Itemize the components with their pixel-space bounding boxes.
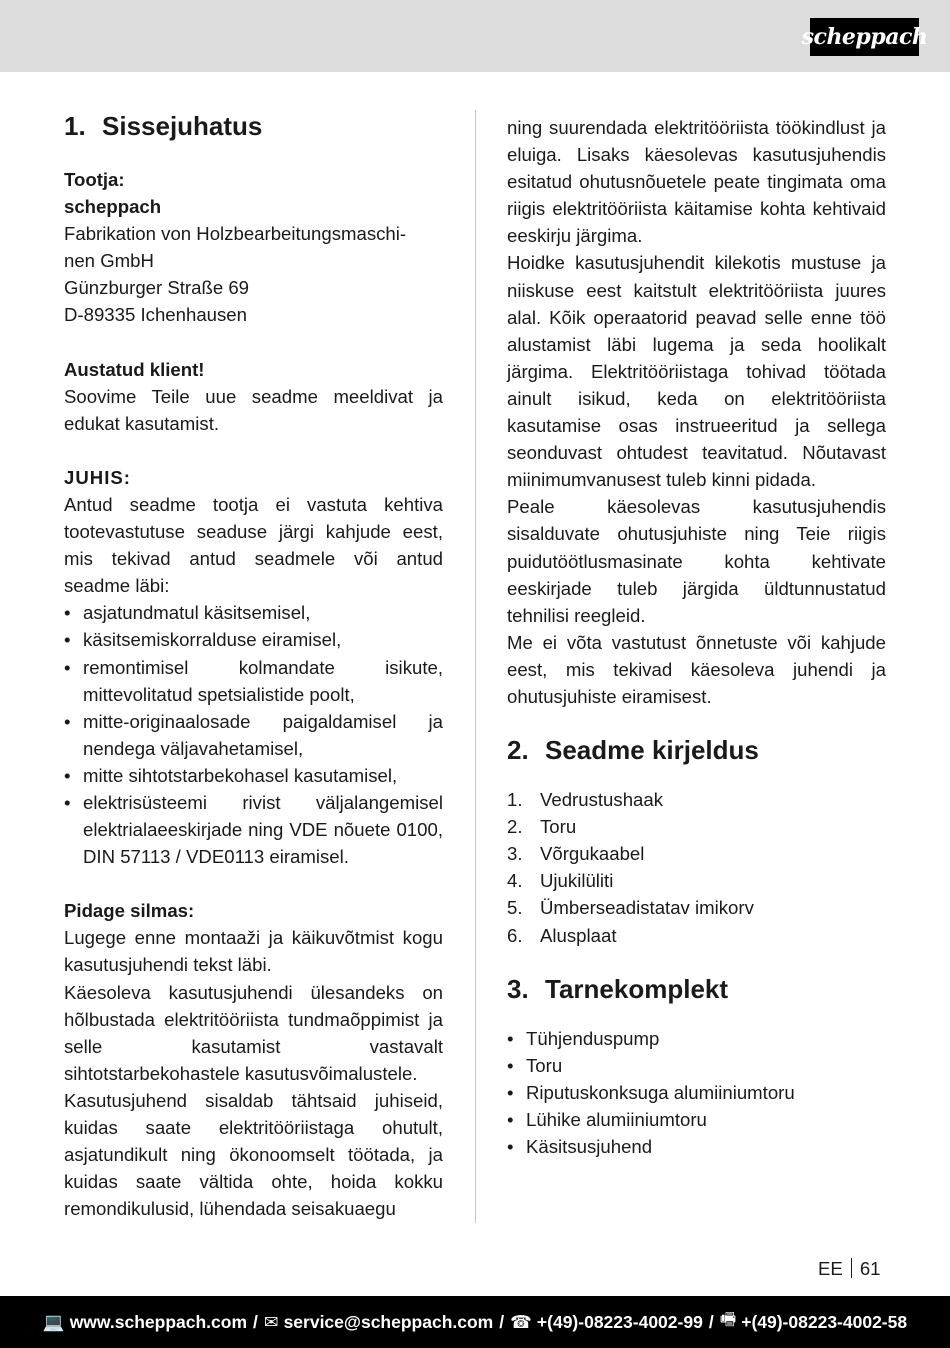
item-number: 5.	[507, 897, 523, 919]
list-item: • Lühike alumiiniumtoru	[507, 1106, 886, 1133]
language-code: EE	[818, 1258, 843, 1279]
footer-separator: /	[253, 1311, 258, 1332]
paragraph: ning suurendada elektritööriista töökindlust ja eluiga. Lisaks käesolevas kasutusjuhendis esitatud ohutusnõuetele peate tingimata oma riigis elektritööriista käitamise kohta kehtivaid eeskirju järgima.	[507, 117, 886, 247]
footer-bar	[0, 1296, 950, 1348]
computer-icon: 💻	[42, 1311, 65, 1332]
list-item: • remontimisel kolmandate isikute, mittevolitatud spetsialistide poolt,	[64, 654, 443, 708]
page-number-divider	[851, 1258, 852, 1278]
brand-logo: scheppach	[810, 18, 919, 56]
note-title: JUHIS:	[64, 466, 131, 488]
address-line: Fabrikation von Holzbearbeitungsmaschi-	[64, 223, 407, 245]
list-item	[507, 786, 886, 813]
list-item: • käsitsemiskorralduse eiramisel,	[64, 626, 443, 653]
manufacturer-name: scheppach	[64, 196, 162, 218]
section-number: 2.	[507, 735, 529, 766]
paragraph: Lugege enne montaaži ja käikuvõtmist kogu kasutusjuhendi tekst läbi.	[64, 927, 443, 976]
item-label: Vedrustushaak	[540, 789, 664, 811]
page-number-value: 61	[859, 1258, 881, 1279]
list-item: • mitte sihtotstarbekohasel kasutamisel,	[64, 762, 443, 789]
list-item	[507, 894, 886, 921]
parts-list	[507, 786, 886, 949]
paragraph: Peale käesolevas kasutusjuhendis sisalduvate ohutusjuhiste ning Teie riigis puidutöötlusmasinate kohta kehtivate eeskirjade tuleb järgida üldtunnustatud tehnilisi reegleid.	[507, 496, 886, 626]
note-bullet-list	[64, 599, 443, 870]
column-divider	[475, 110, 476, 1223]
address-line: D-89335 Ichenhausen	[64, 304, 247, 326]
paragraph: Hoidke kasutusjuhendit kilekotis mustuse ja niiskuse eest kaitstult elektritööriista juures alal. Kõik operaatorid peavad selle enne töö alustamist läbi lugema ja seda hoolikalt järgima. Elektritööriistaga tohivad töötada ainult isikud, keda on elektritööriista kasutamise osas instrueeritud ja sellega seonduvast ohtudest teavitatud. Nõutavast miinimumvanusest tuleb kinni pidada.	[507, 252, 886, 491]
right-column	[507, 114, 886, 1160]
address-line: Günzburger Straße 69	[64, 277, 250, 299]
list-item: • Toru	[507, 1052, 886, 1079]
remember-title: Pidage silmas:	[64, 900, 195, 922]
list-item: • asjatundmatul käsitsemisel,	[64, 599, 443, 626]
item-number: 2.	[507, 816, 523, 838]
section-heading-introduction	[64, 110, 443, 142]
footer-separator: /	[499, 1311, 505, 1332]
list-item: • elektrisüsteemi rivist väljalangemisel elektrialaeeskirjade ning VDE nõuete 0100, DIN 57113 / VDE0113 eiramisel.	[64, 789, 443, 870]
section-heading-delivery-scope	[507, 973, 886, 1005]
item-number: 6.	[507, 924, 523, 946]
fax-icon: 🖷	[719, 1309, 737, 1329]
website-link[interactable]: www.scheppach.com	[69, 1311, 248, 1332]
item-label: Alusplaat	[540, 924, 617, 946]
section-title: Seadme kirjeldus	[545, 735, 759, 766]
section-title: Tarnekomplekt	[545, 973, 729, 1004]
item-label: Toru	[540, 816, 577, 838]
item-label: Ümberseadistatav imikorv	[540, 897, 754, 919]
list-item	[507, 922, 886, 949]
greeting-title: Austatud klient!	[64, 358, 205, 380]
manufacturer-label: Tootja:	[64, 169, 125, 190]
item-label: Võrgukaabel	[540, 843, 645, 865]
item-number: 1.	[507, 789, 523, 811]
mail-icon: ✉	[263, 1311, 279, 1332]
phone-icon: ☎	[510, 1311, 532, 1332]
greeting-text: Soovime Teile uue seadme meeldivat ja edukat kasutamist.	[64, 385, 443, 434]
email-link[interactable]: service@scheppach.com	[283, 1311, 494, 1332]
footer-separator: /	[708, 1311, 714, 1332]
item-number: 3.	[507, 843, 523, 865]
list-item: • Käsitsusjuhend	[507, 1133, 886, 1160]
delivery-list	[507, 1025, 886, 1160]
list-item: • Riputuskonksuga alumiiniumtoru	[507, 1079, 886, 1106]
item-number: 4.	[507, 870, 523, 892]
list-item	[507, 867, 886, 894]
list-item	[507, 813, 886, 840]
paragraph: Me ei võta vastutust õnnetuste või kahjude eest, mis tekivad käesoleva juhendi ja ohutusjuhiste eiramisest.	[507, 631, 886, 707]
fax-number: +(49)-08223-4002-58	[741, 1311, 908, 1332]
item-label: Ujukilüliti	[540, 870, 614, 892]
section-number: 1.	[64, 111, 86, 141]
paragraph: Käesoleva kasutusjuhendi ülesandeks on hõlbustada elektritööriista tundmaõppimist ja selle kasutamist vastavalt sihtotstarbekohastele kasutusvõimalustele.	[64, 981, 443, 1084]
list-item: • mitte-originaalosade paigaldamisel ja nendega väljavahetamisel,	[64, 708, 443, 762]
address-line: nen GmbH	[64, 250, 154, 272]
paragraph: Kasutusjuhend sisaldab tähtsaid juhiseid, kuidas saate elektritööriistaga ohutult, asjatundikult ning ökonoomselt töötada, ja kuidas saate vältida ohte, hoida kokku remondikulusid, lühendada seisakuaegu	[64, 1089, 443, 1220]
list-item	[507, 840, 886, 867]
section-heading-device-description	[507, 734, 886, 766]
section-number: 3.	[507, 973, 529, 1004]
list-item: • Tühjenduspump	[507, 1025, 886, 1052]
phone-number: +(49)-08223-4002-99	[536, 1311, 703, 1332]
left-column	[64, 110, 443, 1222]
note-text: Antud seadme tootja ei vastuta kehtiva tootevastutuse seaduse järgi kahjude eest, mis tekivad antud seadmele või antud seadme läbi:	[64, 493, 443, 597]
page-number	[818, 1257, 881, 1281]
section-title: Sissejuhatus	[102, 111, 263, 141]
